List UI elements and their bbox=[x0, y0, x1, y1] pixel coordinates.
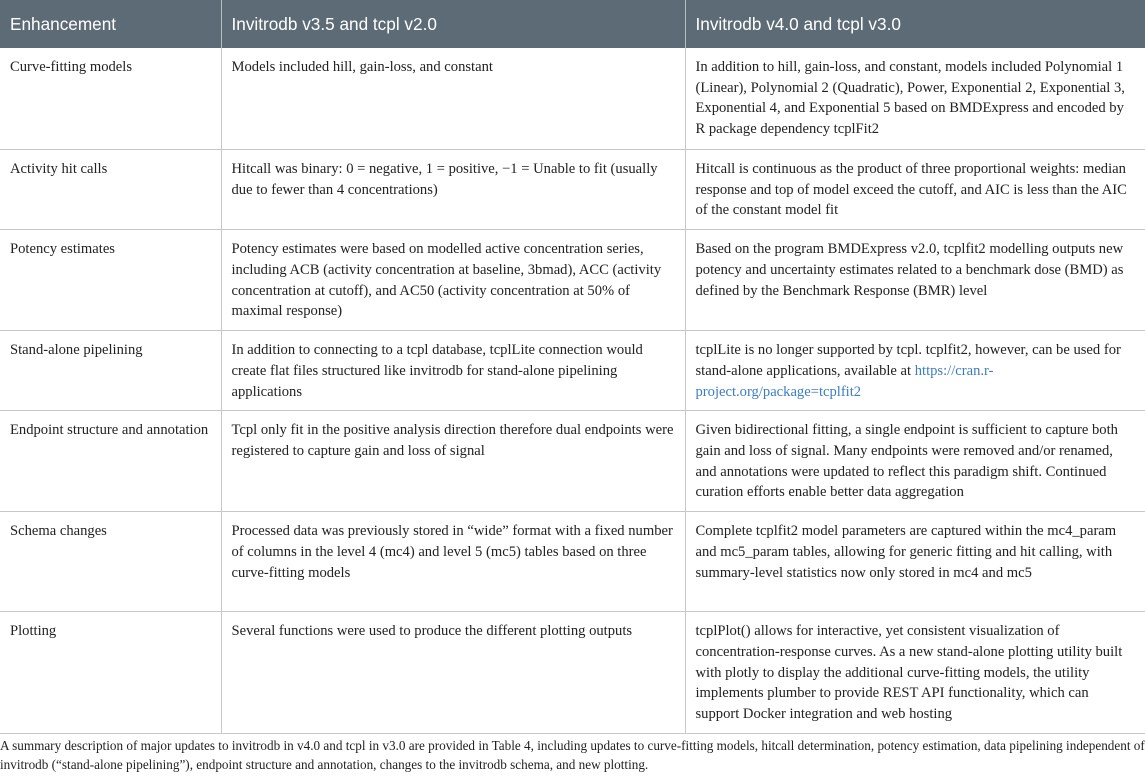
new-version-cell bbox=[685, 331, 1145, 411]
new-version-cell: Complete tcplfit2 model parameters are captured within the mc4_param and mc5_param tables, allowing for generic fitting and hit calling, with summary-level statistics now only stored in mc4 and mc5 bbox=[685, 512, 1145, 612]
table-header bbox=[0, 0, 1145, 48]
enhancement-cell: Activity hit calls bbox=[0, 150, 221, 230]
table-row bbox=[0, 150, 1145, 230]
old-version-cell: Potency estimates were based on modelled active concentration series, including ACB (activity concentration at baseline, 3bmad), ACC (activity concentration at cutoff), and AC50 (activity concentration at 50% of maximal response) bbox=[221, 230, 685, 331]
header-old-version: Invitrodb v3.5 and tcpl v2.0 bbox=[221, 0, 685, 48]
new-version-cell: Based on the program BMDExpress v2.0, tcplfit2 modelling outputs new potency and uncertainty estimates related to a benchmark dose (BMD) as defined by the Benchmark Response (BMR) level bbox=[685, 230, 1145, 331]
new-version-cell: tcplPlot() allows for interactive, yet consistent visualization of concentration-response curves. As a new stand-alone plotting utility built with plotly to display the additional curve-fitting models, the utility implements plumber to provide REST API functionality, which can support Docker integration and web hosting bbox=[685, 612, 1145, 734]
old-version-cell: Hitcall was binary: 0 = negative, 1 = positive, −1 = Unable to fit (usually due to fewer than 4 concentrations) bbox=[221, 150, 685, 230]
table-row bbox=[0, 512, 1145, 612]
header-row bbox=[0, 0, 1145, 48]
old-version-cell: Models included hill, gain-loss, and constant bbox=[221, 48, 685, 150]
enhancement-cell: Schema changes bbox=[0, 512, 221, 612]
new-version-cell: Hitcall is continuous as the product of three proportional weights: median response and top of model exceed the cutoff, and AIC is less than the AIC of the constant model fit bbox=[685, 150, 1145, 230]
tcplfit2-cran-link[interactable]: https://cran.r-project.org/package=tcplfit2 bbox=[695, 362, 994, 400]
table-row bbox=[0, 48, 1145, 150]
table-row bbox=[0, 411, 1145, 512]
table-body bbox=[0, 48, 1145, 734]
table-row bbox=[0, 230, 1145, 331]
table-row bbox=[0, 331, 1145, 411]
old-version-cell: In addition to connecting to a tcpl database, tcplLite connection would create flat files structured like invitrodb for stand-alone pipelining applications bbox=[221, 331, 685, 411]
enhancement-cell: Plotting bbox=[0, 612, 221, 734]
table-caption: A summary description of major updates to invitrodb in v4.0 and tcpl in v3.0 are provided in Table 4, including updates to curve-fitting models, hitcall determination, potency estimation, data pipelining independent of invitrodb (“stand-alone pipelining”), endpoint structure and annotation, changes to the invitrodb schema, and new plotting. bbox=[0, 738, 1145, 772]
header-enhancement: Enhancement bbox=[0, 0, 221, 48]
old-version-cell: Several functions were used to produce the different plotting outputs bbox=[221, 612, 685, 734]
new-version-text: tcplLite is no longer supported by tcpl. tcplfit2, however, can be used for stand-alone applications, available at bbox=[695, 342, 1121, 379]
header-new-version: Invitrodb v4.0 and tcpl v3.0 bbox=[685, 0, 1145, 48]
new-version-cell: Given bidirectional fitting, a single endpoint is sufficient to capture both gain and loss of signal. Many endpoints were removed and/or renamed, and annotations were updated to reflect this paradigm shift. Continued curation efforts enable better data aggregation bbox=[685, 411, 1145, 512]
new-version-cell: In addition to hill, gain-loss, and constant, models included Polynomial 1 (Linear), Polynomial 2 (Quadratic), Power, Exponential 2, Exponential 3, Exponential 4, and Exponential 5 based on BMDExpress and encoded by R package dependency tcplFit2 bbox=[685, 48, 1145, 150]
enhancement-cell: Potency estimates bbox=[0, 230, 221, 331]
old-version-cell: Tcpl only fit in the positive analysis direction therefore dual endpoints were registered to capture gain and loss of signal bbox=[221, 411, 685, 512]
table-row bbox=[0, 612, 1145, 734]
enhancement-cell: Stand-alone pipelining bbox=[0, 331, 221, 411]
enhancement-cell: Curve-fitting models bbox=[0, 48, 221, 150]
old-version-cell: Processed data was previously stored in “wide” format with a fixed number of columns in the level 4 (mc4) and level 5 (mc5) tables based on three curve-fitting models bbox=[221, 512, 685, 612]
enhancement-cell: Endpoint structure and annotation bbox=[0, 411, 221, 512]
